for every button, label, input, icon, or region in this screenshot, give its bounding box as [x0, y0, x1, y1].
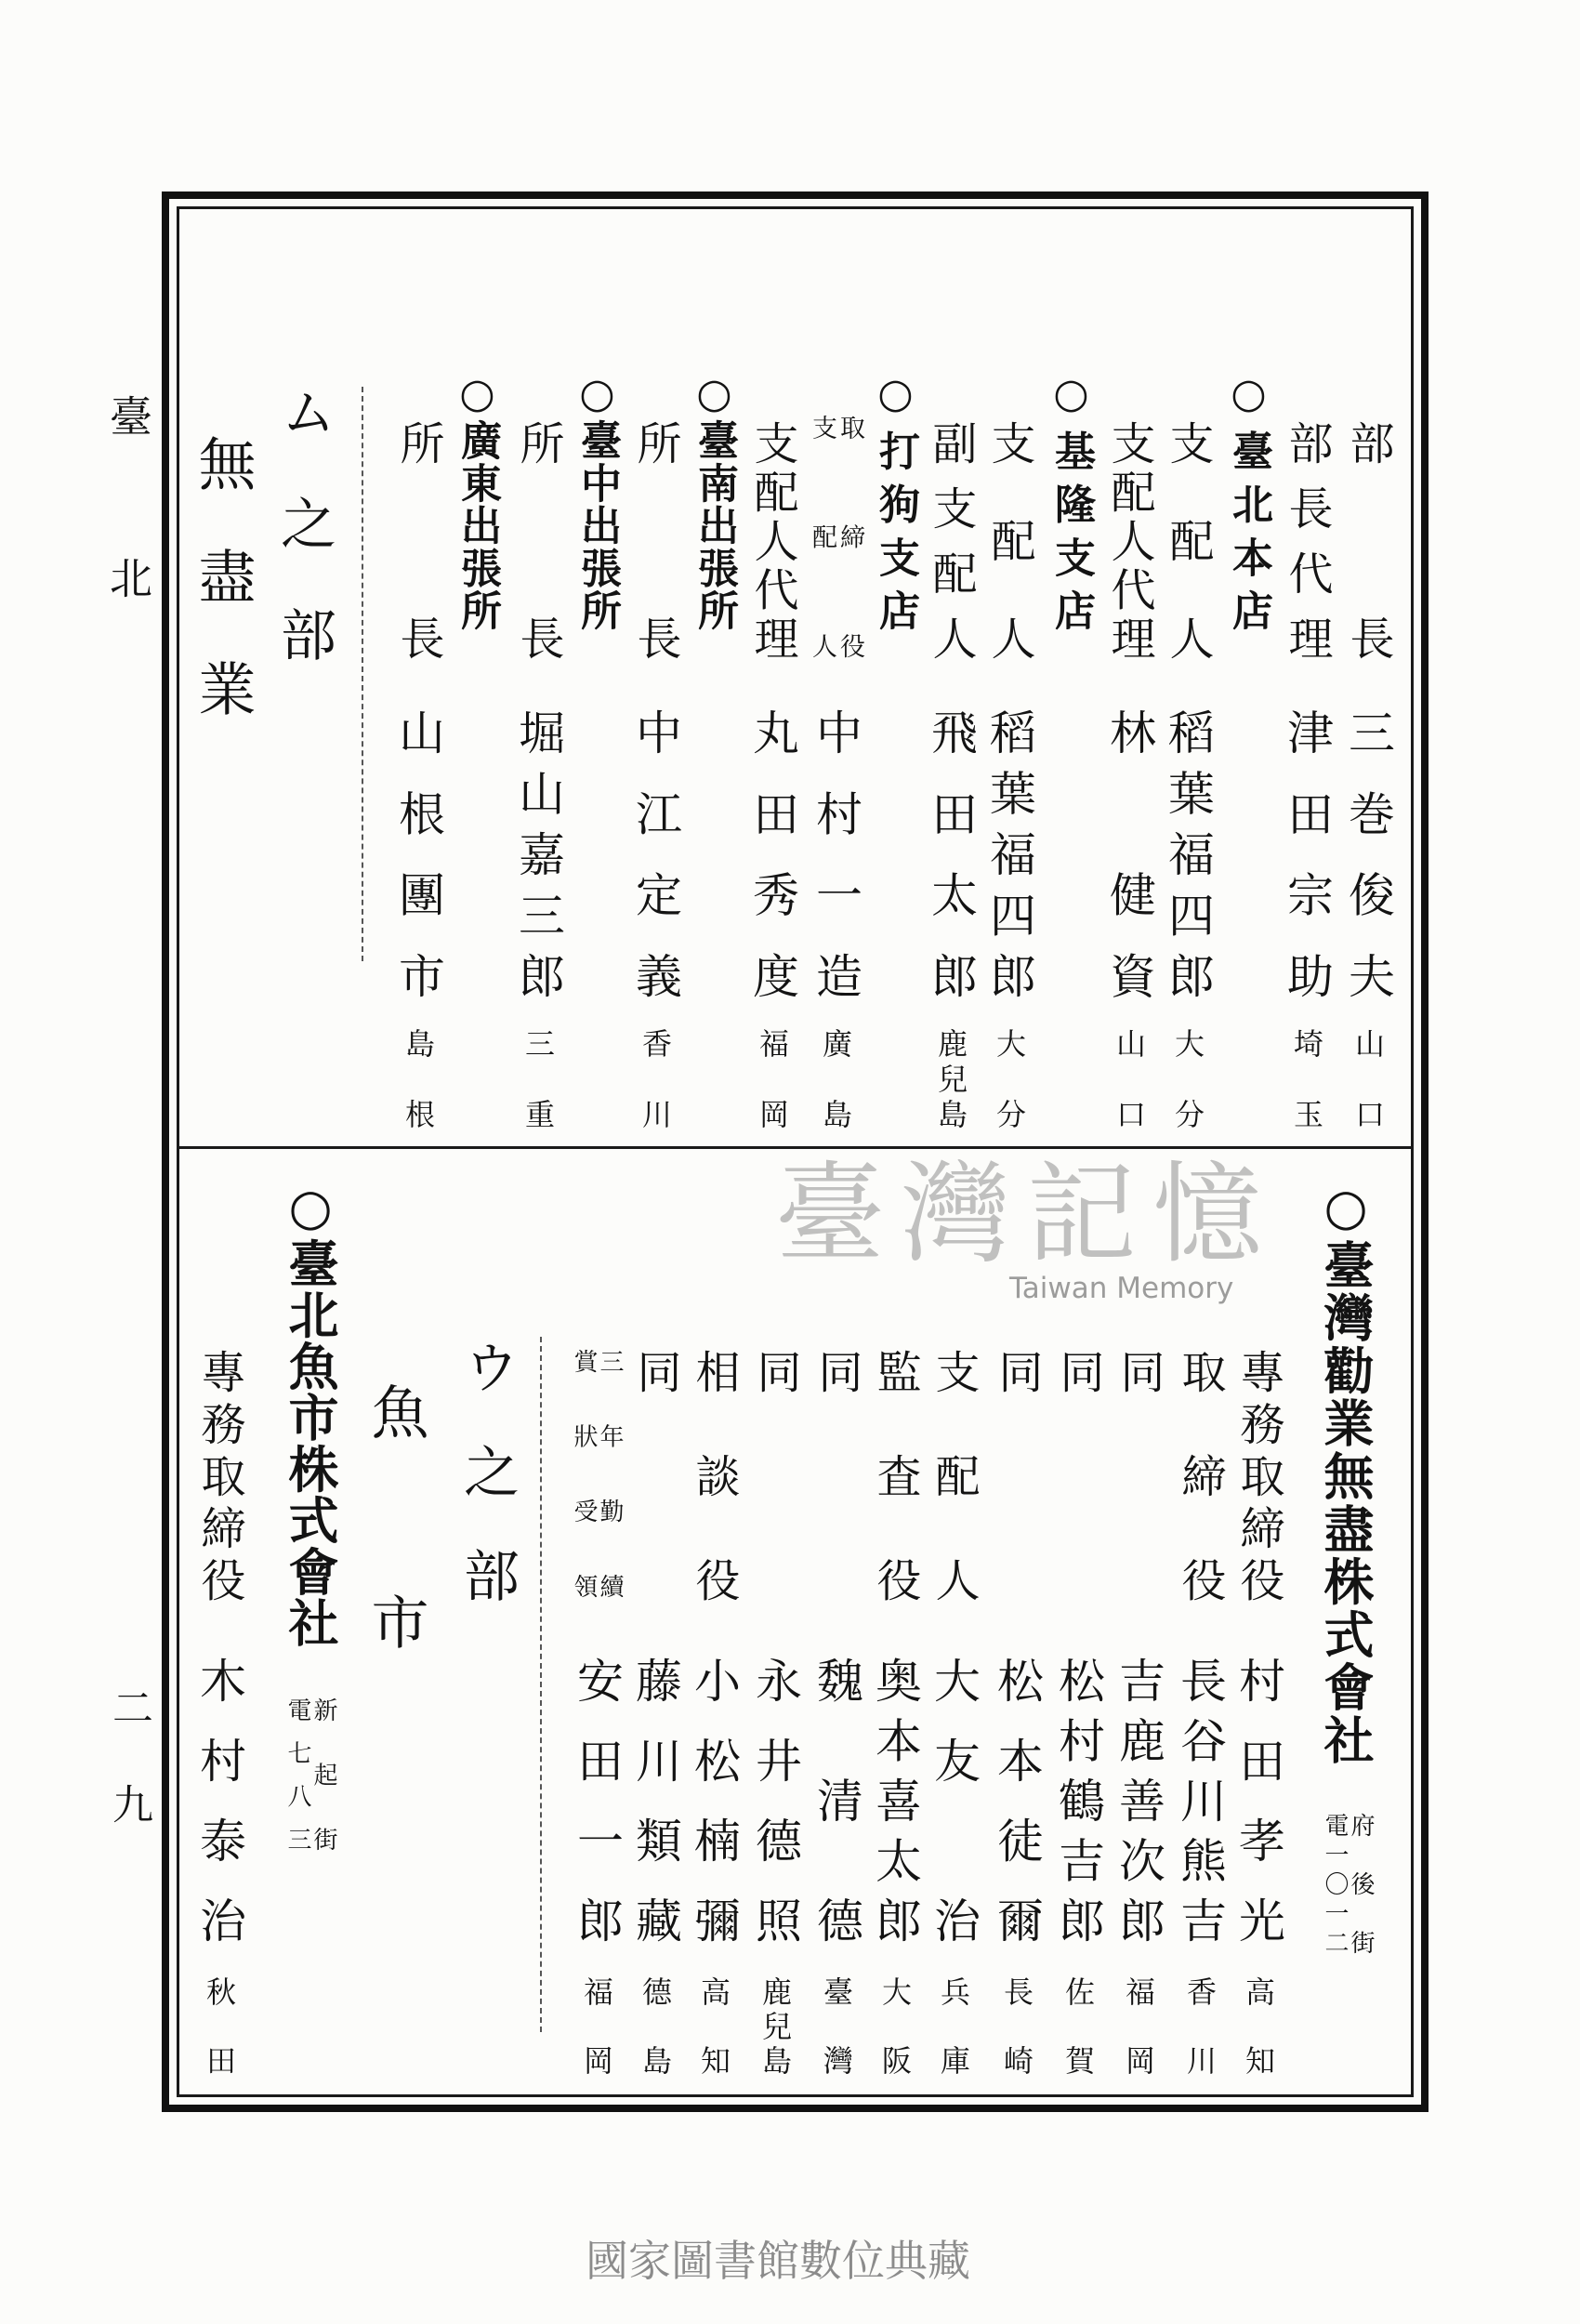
person-name: 永井德照 [748, 1657, 802, 1943]
branch-heading: ○臺南出張所 [691, 370, 738, 630]
position-title: 相談役 [688, 1349, 740, 1602]
person-name: 村田孝光 [1231, 1657, 1285, 1943]
person-name: 大友 治 [927, 1657, 981, 1943]
company-phone: 電七八三 [283, 1697, 311, 1851]
company-phone: 電一〇一二 [1321, 1813, 1349, 1954]
service-note-line: 賞狀受領 [570, 1349, 598, 1598]
origin-prefecture: 佐賀 [1060, 1976, 1096, 2075]
branch-heading: ○廣東出張所 [454, 370, 501, 630]
position-title: 部長 [1342, 420, 1394, 660]
person-name: 津田宗助 [1280, 708, 1334, 998]
person-name: 小松楠彌 [687, 1657, 741, 1943]
company-street: 府後街 [1347, 1813, 1375, 1954]
origin-prefecture: 高知 [1241, 1976, 1276, 2075]
archive-credit: 國家圖書館數位典藏 [586, 2236, 970, 2286]
position-title: 支配人 [1162, 420, 1214, 660]
position-note [808, 415, 863, 658]
section-divider [177, 1146, 1414, 1149]
person-name: 長谷川熊吉 [1173, 1657, 1227, 1943]
page-number: 二九 [105, 1686, 152, 1824]
position-title: 支配人代理 [1103, 420, 1155, 660]
person-name: 松村鶴吉郎 [1051, 1657, 1105, 1943]
origin-prefecture: 廣島 [818, 1028, 853, 1129]
position-title: 支配人 [983, 420, 1035, 660]
position-title: 同 [629, 1349, 681, 1393]
business-category: 無盡業 [189, 434, 257, 717]
person-name: 藤川類藏 [628, 1657, 682, 1943]
origin-prefecture: 山口 [1112, 1028, 1147, 1129]
origin-prefecture: 大分 [1170, 1028, 1205, 1129]
business-category: 魚市 [362, 1382, 429, 1650]
origin-prefecture: 兵庫 [936, 1976, 971, 2075]
branch-heading: ○打狗支店 [872, 370, 919, 630]
person-name: 松本徒爾 [990, 1657, 1044, 1943]
position-title: 同 [810, 1349, 862, 1393]
origin-prefecture: 德島 [638, 1976, 673, 2075]
position-title: 所長 [629, 420, 681, 660]
position-title: 支配人 [928, 1349, 980, 1602]
position-title: 同 [1052, 1349, 1104, 1393]
person-name: 奥本喜太郎 [868, 1657, 922, 1943]
origin-prefecture: 三重 [520, 1028, 556, 1129]
origin-prefecture: 鹿兒島 [933, 1028, 968, 1129]
origin-prefecture: 高知 [696, 1976, 731, 2075]
person-name: 三巻俊夫 [1341, 708, 1395, 998]
origin-prefecture: 香川 [1182, 1976, 1218, 2075]
position-title: 所長 [512, 420, 564, 660]
origin-prefecture: 長崎 [999, 1976, 1034, 2075]
branch-heading: ○基隆支店 [1047, 370, 1095, 630]
position-title: 部長代理 [1281, 420, 1333, 660]
watermark-logo: 臺灣記憶 [775, 1150, 1262, 1278]
origin-prefecture: 鹿兒島 [757, 1976, 793, 2075]
running-head: 臺北 [103, 394, 153, 599]
branch-heading: ○臺中出張所 [573, 370, 621, 630]
person-name: 稻葉福四郎 [1161, 708, 1215, 998]
origin-prefecture: 秋田 [202, 1976, 237, 2075]
service-note-line: 三年勤續 [596, 1349, 624, 1598]
company-address [284, 1697, 336, 1851]
dashed-rule-upper [362, 387, 363, 961]
dashed-rule-lower [540, 1337, 542, 2032]
person-name: 丸田秀度 [745, 708, 799, 998]
position-title: 專務取締役 [193, 1349, 245, 1602]
origin-prefecture: 福岡 [579, 1976, 614, 2075]
person-name: 堀山嘉三郎 [511, 708, 565, 998]
company-street: 新起街 [309, 1697, 337, 1851]
person-name: 山根團市 [391, 708, 445, 998]
position-title: 監査役 [869, 1349, 921, 1602]
origin-prefecture: 大阪 [877, 1976, 913, 2075]
position-title: 所長 [392, 420, 444, 660]
service-note [571, 1349, 623, 1598]
position-title: 副支配人 [925, 420, 977, 660]
position-title: 同 [749, 1349, 801, 1393]
person-name: 中江定義 [628, 708, 682, 998]
company-address [1322, 1813, 1374, 1954]
position-note-line: 支配人 [808, 415, 836, 658]
position-note-line: 取締役 [836, 415, 864, 658]
origin-prefecture: 香川 [638, 1028, 673, 1129]
origin-prefecture: 福岡 [1121, 1976, 1156, 2075]
origin-prefecture: 埼玉 [1289, 1028, 1324, 1129]
origin-prefecture: 臺灣 [819, 1976, 854, 2075]
origin-prefecture: 島根 [401, 1028, 436, 1129]
watermark-latin: Taiwan Memory [1009, 1272, 1234, 1305]
origin-prefecture: 山口 [1350, 1028, 1386, 1129]
position-title: 支配人代理 [746, 420, 798, 660]
branch-heading: ○臺北本店 [1225, 370, 1272, 630]
person-name: 林 健資 [1102, 708, 1156, 998]
person-name: 中村一造 [809, 708, 862, 998]
section-label: ウ之部 [454, 1339, 520, 1603]
person-name: 安田一郎 [570, 1657, 624, 1943]
company-name: ○臺灣勸業無盡株式會社 [1316, 1177, 1376, 1764]
position-title: 取締役 [1174, 1349, 1226, 1602]
person-name: 吉鹿善次郎 [1112, 1657, 1165, 1943]
origin-prefecture: 福岡 [755, 1028, 790, 1129]
company-name: ○臺北魚市株式會社 [281, 1177, 340, 1647]
position-title: 同 [991, 1349, 1043, 1393]
person-name: 木村泰治 [192, 1657, 246, 1943]
person-name: 稻葉福四郎 [982, 708, 1036, 998]
person-name: 魏清德 [810, 1657, 863, 1943]
section-label: ム之部 [271, 383, 336, 662]
origin-prefecture: 大分 [992, 1028, 1027, 1129]
position-title: 專務取締役 [1232, 1349, 1284, 1602]
position-title: 同 [1113, 1349, 1165, 1393]
person-name: 飛田太郎 [924, 708, 978, 998]
